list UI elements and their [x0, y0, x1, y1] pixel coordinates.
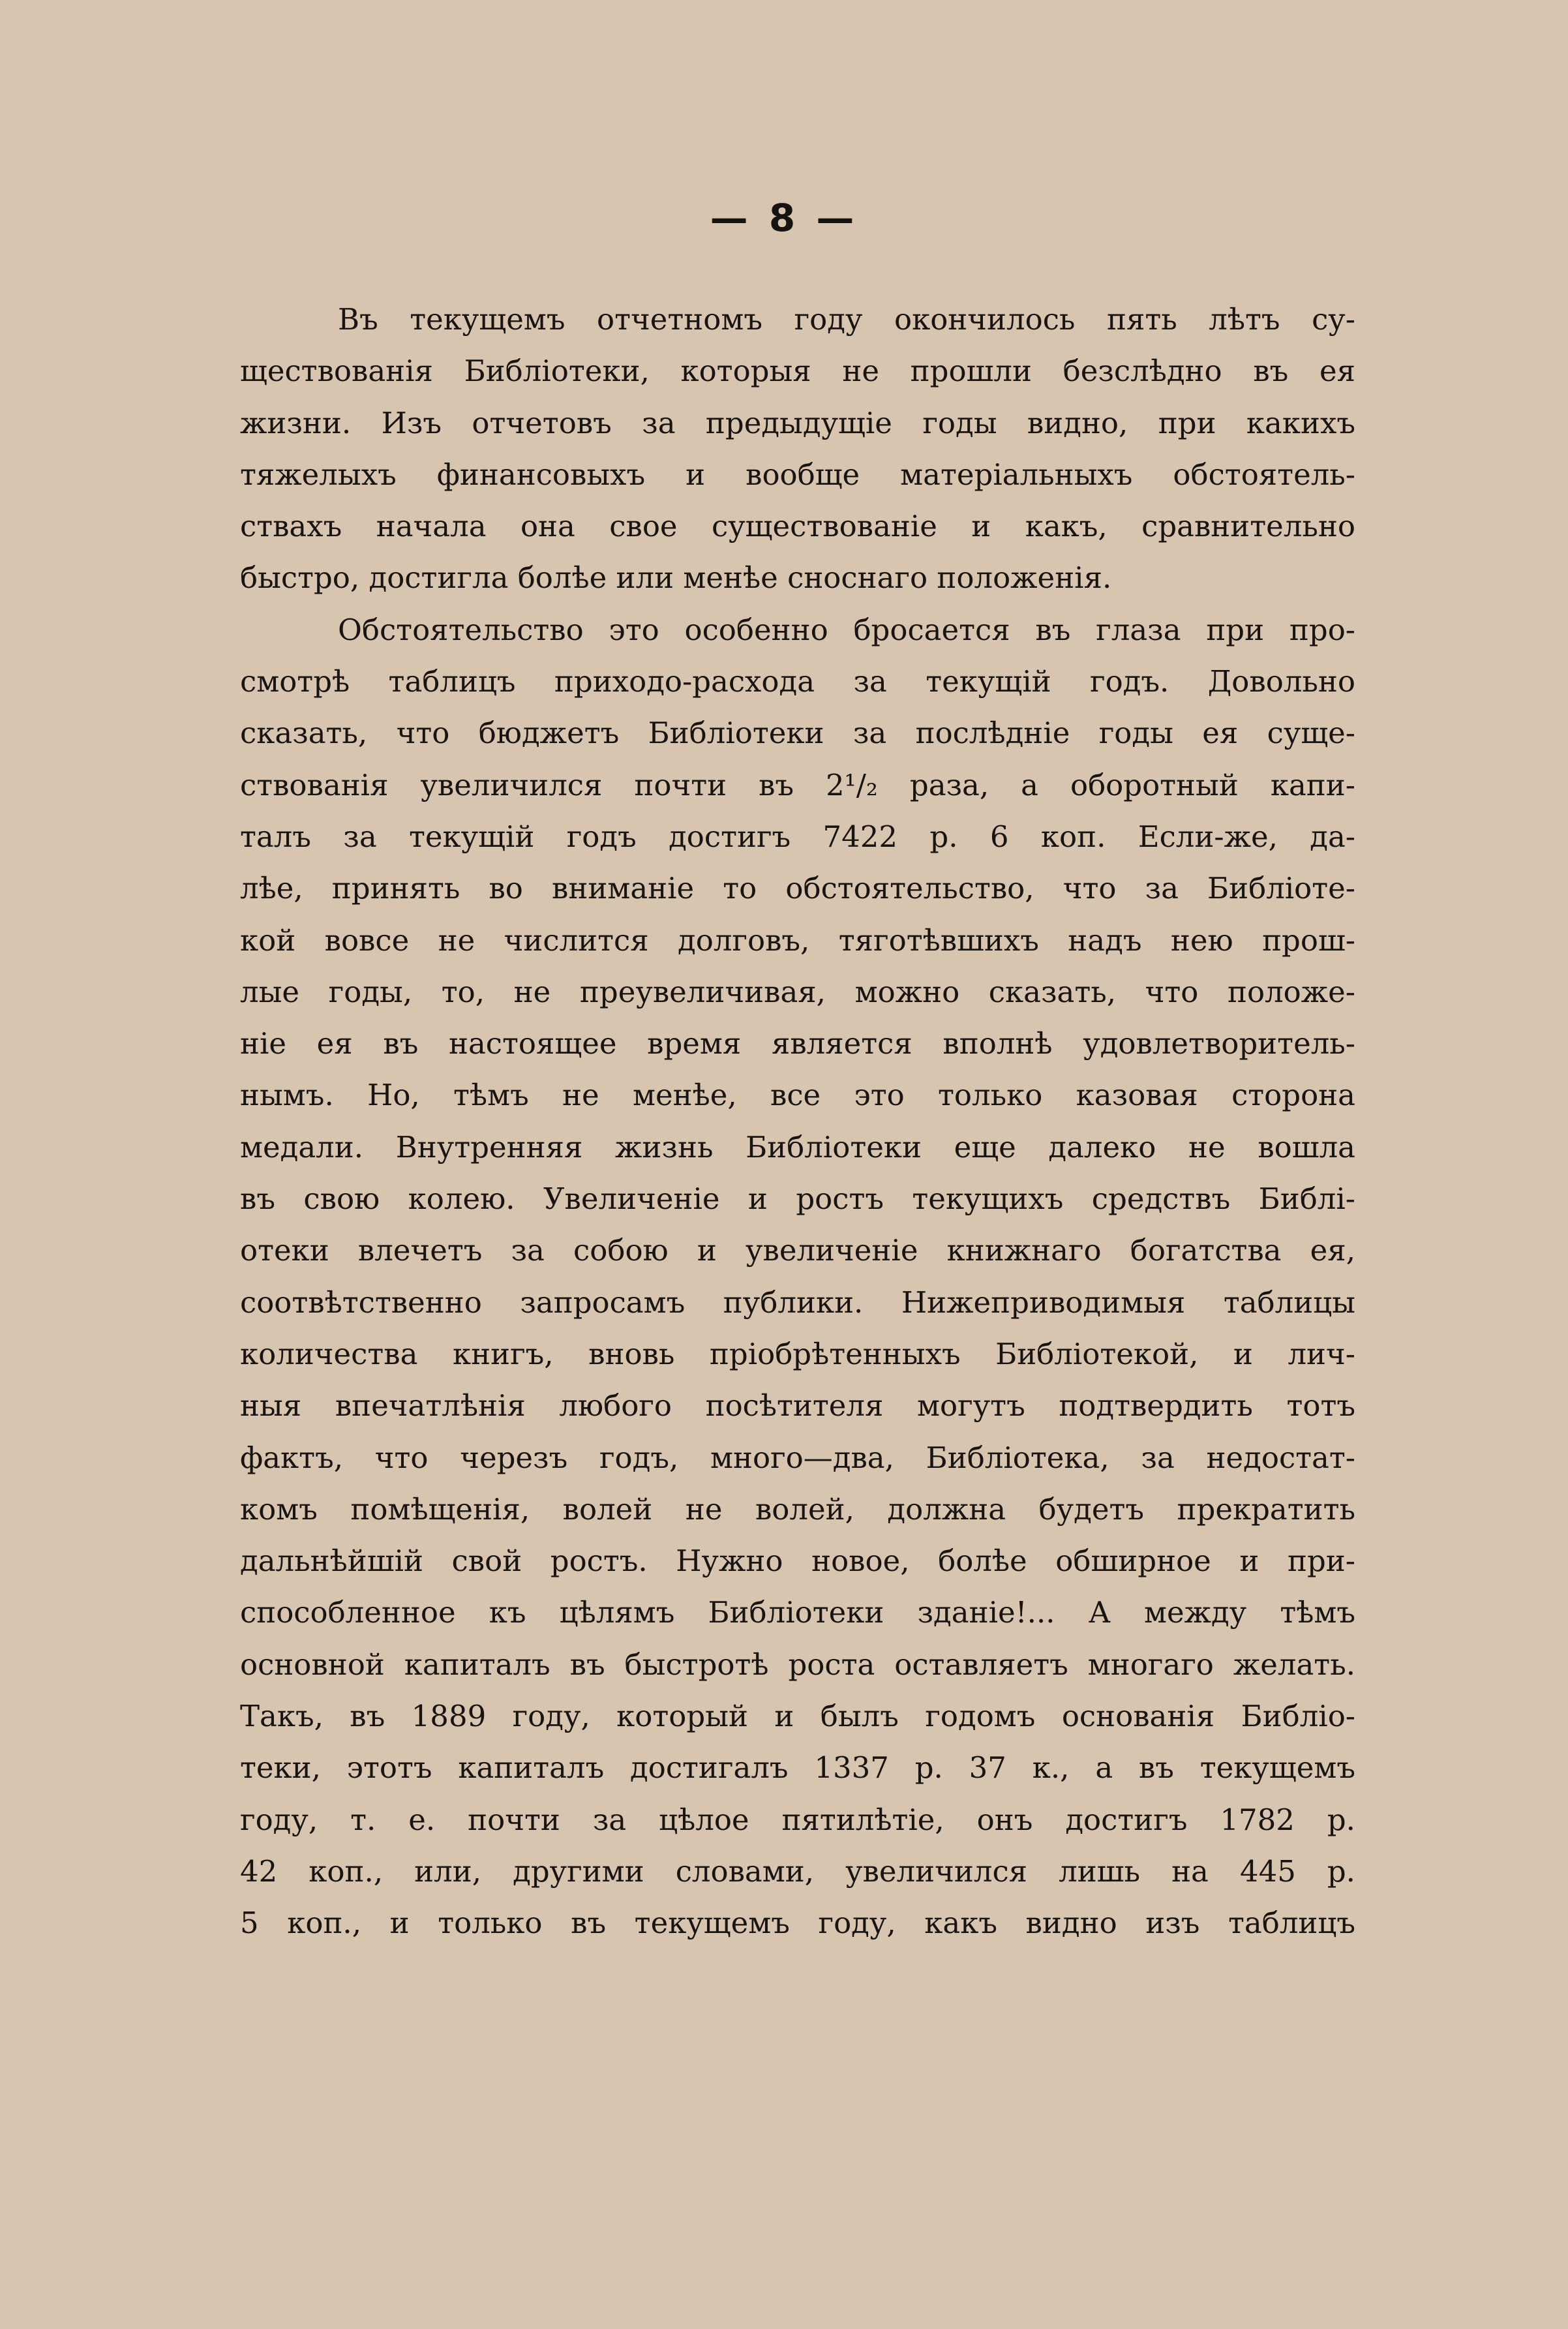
text-line: дальнѣйшій свой ростъ. Нужно новое, болѣе обширное и при- [240, 1544, 1355, 1579]
text-line: способленное къ цѣлямъ Библіотеки зданіе!... А между тѣмъ [240, 1595, 1355, 1630]
text-line: талъ за текущій годъ достигъ 7422 р. 6 коп. Если-же, да- [240, 819, 1355, 854]
text-line: комъ помѣщенія, волей не волей, должна будетъ прекратить [240, 1491, 1355, 1527]
text-line: тяжелыхъ финансовыхъ и вообще матеріальныхъ обстоятель- [240, 457, 1355, 492]
paragraph-1 [240, 294, 1355, 604]
text-line: кой вовсе не числится долговъ, тяготѣвшихъ надъ нею прош- [240, 922, 1355, 958]
text-line: жизни. Изъ отчетовъ за предыдущіе годы видно, при какихъ [240, 405, 1355, 440]
text-line: ныя впечатлѣнія любого посѣтителя могутъ подтвердить тотъ [240, 1388, 1355, 1423]
text-line: лѣе, принять во вниманіе то обстоятельство, что за Библіоте- [240, 871, 1355, 906]
text-line: быстро, достигла болѣе или менѣе сноснаго положенія. [240, 560, 1112, 596]
text-line: въ свою колею. Увеличеніе и ростъ текущихъ средствъ Библі- [240, 1181, 1355, 1217]
text-line: Обстоятельство это особенно бросается въ глаза при про- [338, 612, 1355, 647]
text-line: лые годы, то, не преувеличивая, можно сказать, что положе- [240, 974, 1355, 1009]
text-line: году, т. е. почти за цѣлое пятилѣтіе, онъ достигъ 1782 р. [240, 1802, 1355, 1837]
text-line: ществованія Библіотеки, которыя не прошли безслѣдно въ ея [240, 354, 1355, 389]
text-line: соотвѣтственно запросамъ публики. Нижеприводимыя таблицы [240, 1285, 1355, 1320]
text-line: 42 коп., или, другими словами, увеличился лишь на 445 р. [240, 1853, 1355, 1889]
text-line: смотрѣ таблицъ приходо-расхода за текущій годъ. Довольно [240, 664, 1355, 699]
body-text [240, 294, 1355, 1949]
text-line: Такъ, въ 1889 году, который и былъ годомъ основанія Библіо- [240, 1699, 1355, 1734]
text-line: Въ текущемъ отчетномъ году окончилось пять лѣтъ су- [338, 302, 1355, 337]
text-line: фактъ, что черезъ годъ, много—два, Библіотека, за недостат- [240, 1440, 1355, 1475]
text-line: нымъ. Но, тѣмъ не менѣе, все это только казовая сторона [240, 1078, 1355, 1113]
text-line: отеки влечетъ за собою и увеличеніе книжнаго богатства ея, [240, 1233, 1355, 1268]
text-line: основной капиталъ въ быстротѣ роста оставляетъ многаго желать. [240, 1647, 1355, 1682]
text-line: ствованія увеличился почти въ 2¹/₂ раза, а оборотный капи- [240, 767, 1355, 802]
text-line: количества книгъ, вновь пріобрѣтенныхъ Библіотекой, и лич- [240, 1336, 1355, 1371]
text-line: 5 коп., и только въ текущемъ году, какъ видно изъ таблицъ [240, 1906, 1355, 1941]
paragraph-2 [240, 604, 1355, 1949]
text-line: теки, этотъ капиталъ достигалъ 1337 р. 37 к., а въ текущемъ [240, 1750, 1355, 1786]
page-number: — 8 — [710, 196, 858, 240]
text-line: медали. Внутренняя жизнь Библіотеки еще далеко не вошла [240, 1129, 1355, 1164]
text-line: ніе ея въ настоящее время является вполнѣ удовлетворитель- [240, 1026, 1355, 1061]
text-line: ствахъ начала она свое существованіе и какъ, сравнительно [240, 509, 1355, 544]
text-line: сказать, что бюджетъ Библіотеки за послѣдніе годы ея суще- [240, 716, 1355, 751]
